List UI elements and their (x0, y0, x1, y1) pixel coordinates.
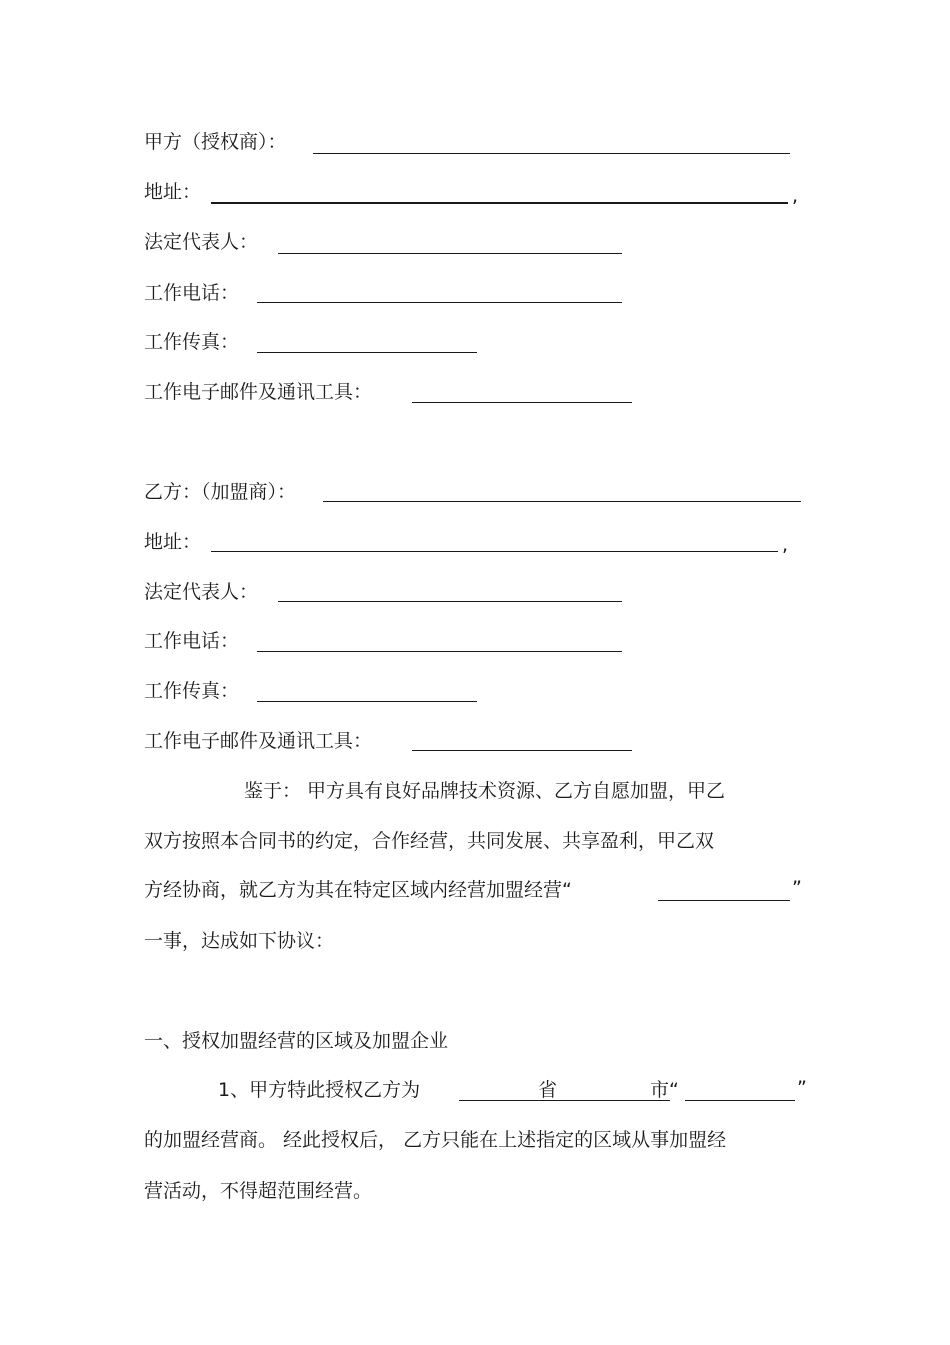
preamble-line-2: 双方按照本合同书的约定，合作经营，共同发展、共享盈利，甲乙双 (144, 830, 715, 852)
party-b-fax-label: 工作传真： (144, 680, 240, 702)
party-a-address-suffix: , (792, 185, 799, 207)
section-1-heading: 一、授权加盟经营的区域及加盟企业 (144, 1030, 449, 1052)
party-a-address-field[interactable] (211, 202, 788, 204)
preamble-line-3: 方经协商，就乙方为其在特定区域内经营加盟经营“ (144, 879, 572, 901)
party-b-email-field[interactable] (412, 750, 632, 751)
party-b-name-field[interactable] (323, 501, 801, 502)
party-a-fax-label: 工作传真： (144, 331, 240, 353)
party-a-legal-rep-field[interactable] (278, 253, 622, 254)
party-a-fax-field[interactable] (257, 352, 477, 353)
party-b-fax-field[interactable] (257, 701, 477, 702)
party-a-phone-label: 工作电话： (144, 282, 240, 304)
clause-1-prefix: 1、甲方特此授权乙方为 (218, 1079, 421, 1101)
party-a-address-label: 地址： (144, 181, 202, 203)
clause-1-line-2: 的加盟经营商。 经此授权后， 乙方只能在上述指定的区域从事加盟经 (144, 1129, 727, 1151)
party-b-address-field[interactable] (211, 551, 778, 552)
clause-1-close-quote: ” (797, 1077, 807, 1099)
clause-1-line-3: 营活动，不得超范围经营。 (144, 1180, 373, 1202)
business-name-field[interactable] (658, 900, 790, 901)
party-a-phone-field[interactable] (257, 302, 622, 303)
party-a-legal-rep-label: 法定代表人： (144, 231, 259, 253)
province-label: 省 (538, 1079, 558, 1101)
city-label: 市“ (650, 1079, 679, 1101)
preamble-close-quote: ” (792, 877, 802, 899)
party-b-address-suffix: , (782, 534, 789, 556)
preamble-line-1: 鉴于： 甲方具有良好品牌技术资源、乙方自愿加盟，甲乙 (244, 780, 726, 802)
party-b-email-label: 工作电子邮件及通讯工具： (144, 730, 373, 752)
franchise-name-field[interactable] (685, 1100, 795, 1101)
party-b-legal-rep-field[interactable] (278, 601, 622, 602)
party-a-name-label: 甲方（授权商）： (144, 131, 287, 153)
party-a-email-label: 工作电子邮件及通讯工具： (144, 381, 373, 403)
province-city-field[interactable] (459, 1100, 670, 1101)
party-b-address-label: 地址： (144, 531, 202, 553)
preamble-line-4: 一事，达成如下协议： (144, 930, 335, 952)
party-a-email-field[interactable] (412, 402, 632, 403)
party-a-name-field[interactable] (313, 153, 790, 154)
party-b-phone-label: 工作电话： (144, 630, 240, 652)
party-b-legal-rep-label: 法定代表人： (144, 581, 259, 603)
party-b-name-label: 乙方：（加盟商）： (144, 481, 297, 503)
party-b-phone-field[interactable] (257, 651, 622, 652)
